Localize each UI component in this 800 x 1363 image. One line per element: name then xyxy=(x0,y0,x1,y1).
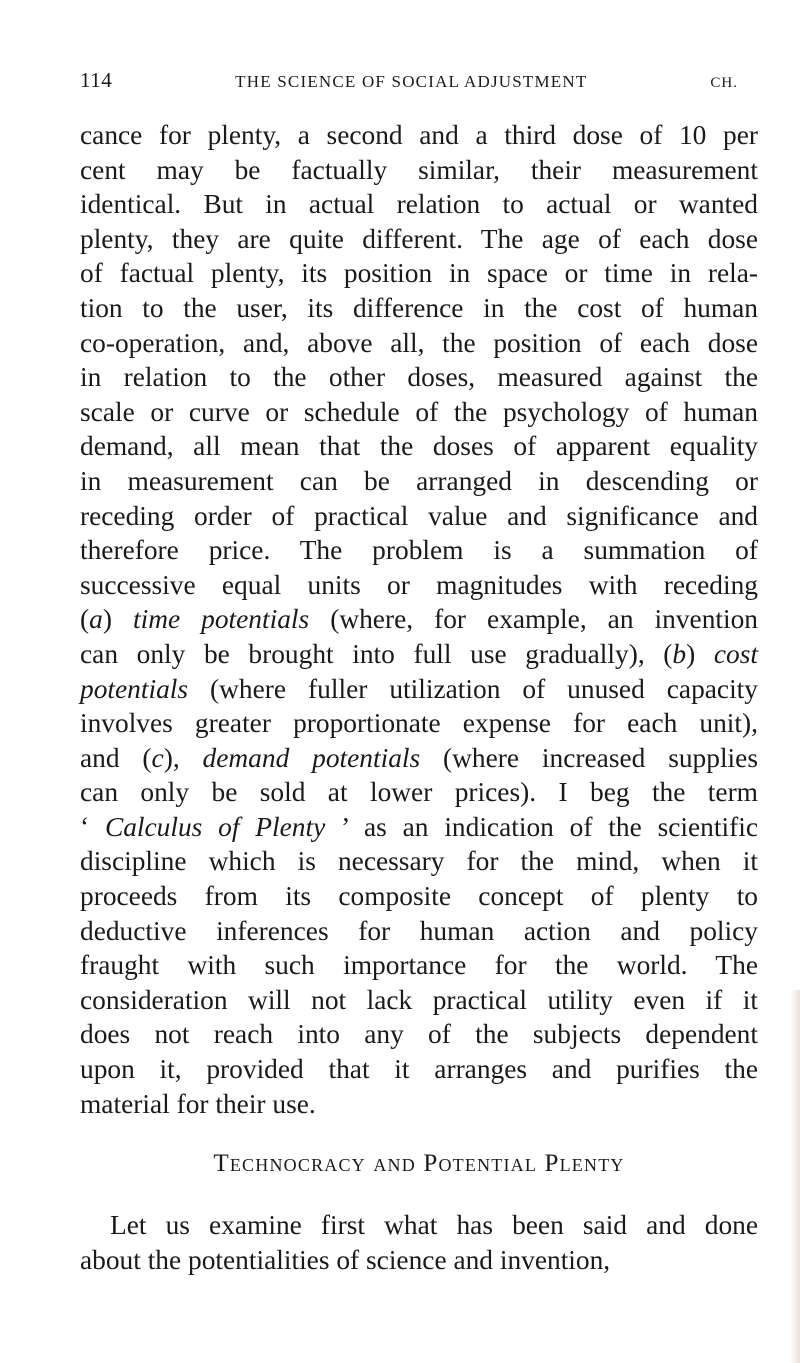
text-line: demand, all mean that the doses of apparent equality xyxy=(80,431,758,462)
text-line: (a) time potentials (where, for example, an invention xyxy=(80,604,759,635)
text-line: of factual plenty, its position in space or time in rela- xyxy=(80,258,758,289)
page-number: 114 xyxy=(80,68,113,92)
text-line: can only be brought into full use gradually), (b) cost xyxy=(80,638,758,669)
text-line: Let us examine first what has been said and done xyxy=(110,1210,758,1240)
running-title: THE SCIENCE OF SOCIAL ADJUSTMENT xyxy=(235,72,588,91)
page-edge-shadow xyxy=(790,990,800,1363)
text-line: successive equal units or magnitudes with receding xyxy=(80,569,758,600)
text-line: receding order of practical value and significance and xyxy=(80,500,758,531)
text-line: in measurement can be arranged in descending or xyxy=(80,465,758,496)
text-line: ‘ Calculus of Plenty ’ as an indication of the scientific xyxy=(80,811,758,842)
text-line: cance for plenty, a second and a third dose of 10 per xyxy=(80,120,758,150)
text-line: scale or curve or schedule of the psychology of human xyxy=(80,396,758,427)
text-line: involves greater proportionate expense for each unit), xyxy=(80,708,758,739)
text-line: co-operation, and, above all, the position of each dose xyxy=(80,327,758,358)
text-line: material for their use. xyxy=(80,1088,316,1119)
text-line: identical. But in actual relation to actual or wanted xyxy=(80,189,758,220)
text-line: therefore price. The problem is a summation of xyxy=(80,535,758,566)
text-line: about the potentialities of science and invention, xyxy=(80,1244,611,1275)
section-heading: Technocracy and Potential Plenty xyxy=(213,1150,625,1177)
paragraph-1 xyxy=(80,118,758,1121)
text-line: does not reach into any of the subjects dependent xyxy=(80,1019,758,1050)
text-line: and (c), demand potentials (where increased supplies xyxy=(80,742,758,773)
text-line: proceeds from its composite concept of plenty to xyxy=(80,881,758,912)
text-line: upon it, provided that it arranges and purifies the xyxy=(80,1054,758,1085)
text-line: deductive inferences for human action and policy xyxy=(80,915,758,946)
text-line: cent may be factually similar, their measurement xyxy=(80,154,758,185)
text-line: potentials (where fuller utilization of unused capacity xyxy=(80,673,758,704)
text-line: fraught with such importance for the world. The xyxy=(80,950,758,981)
chapter-abbreviation: CH. xyxy=(710,75,738,91)
text-line: tion to the user, its difference in the cost of human xyxy=(80,292,758,323)
running-head xyxy=(80,68,738,100)
text-line: discipline which is necessary for the mind, when it xyxy=(80,846,758,877)
text-line: can only be sold at lower prices). I beg the term xyxy=(80,777,758,808)
text-line: consideration will not lack practical utility even if it xyxy=(80,984,758,1015)
text-line: plenty, they are quite different. The age of each dose xyxy=(80,223,758,254)
text-line: in relation to the other doses, measured against the xyxy=(80,362,758,393)
paragraph-2 xyxy=(80,1208,758,1277)
